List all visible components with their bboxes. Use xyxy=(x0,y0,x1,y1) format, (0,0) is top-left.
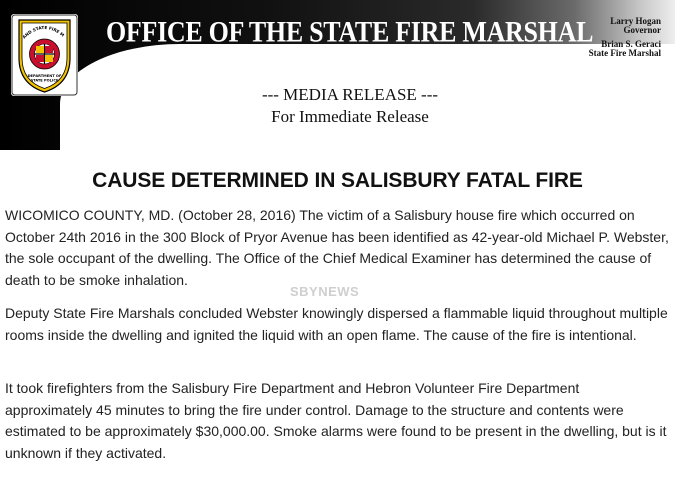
svg-text:STATE POLICE: STATE POLICE xyxy=(30,78,59,83)
media-release-block xyxy=(230,84,470,128)
office-title: OFFICE OF THE STATE FIRE MARSHAL xyxy=(106,15,594,49)
article-paragraph-2: Deputy State Fire Marshals concluded Webster knowingly dispersed a flammable liquid throughout multiple rooms inside the dwelling and ignited the liquid with an open flame. The cause of the fire is intentional. xyxy=(5,305,668,343)
officials-block xyxy=(551,17,661,58)
article-paragraph-1: WICOMICO COUNTY, MD. (October 28, 2016) The victim of a Salisbury house fire which occurred on October 24th 2016 in the 300 Block of Pryor Avenue has been identified as 42-year-old Michael P. Webster, the sole occupant of the dwelling. The Office of the Chief Medical Examiner has determined the cause of death to be smoke inhalation. xyxy=(5,207,669,288)
fire-marshal-seal-icon xyxy=(11,14,78,96)
marshal-title: State Fire Marshal xyxy=(588,48,661,58)
header-banner xyxy=(0,0,675,150)
marshal-name: Brian S. Geraci xyxy=(601,39,661,49)
watermark: SBYNEWS xyxy=(290,284,360,299)
article-headline: CAUSE DETERMINED IN SALISBURY FATAL FIRE xyxy=(92,169,583,192)
governor-title: Governor xyxy=(623,25,661,35)
svg-text:MARYLAND STATE FIRE MARSHAL: AND STATE FIRE M xyxy=(21,24,66,40)
media-release-label: --- MEDIA RELEASE --- xyxy=(261,85,439,104)
article-paragraph-3: It took firefighters from the Salisbury Fire Department and Hebron Volunteer Fire Department approximately 45 minutes to bring the fire under control. Damage to the structure and contents were estimated to be approximately $30,000.00. Smoke alarms were found to be present in the dwelling, but is it unknown if they activated. xyxy=(5,380,667,461)
governor-name: Larry Hogan xyxy=(610,16,661,26)
immediate-release-label: For Immediate Release xyxy=(271,107,429,126)
svg-text:DEPARTMENT OF: DEPARTMENT OF xyxy=(27,74,62,78)
